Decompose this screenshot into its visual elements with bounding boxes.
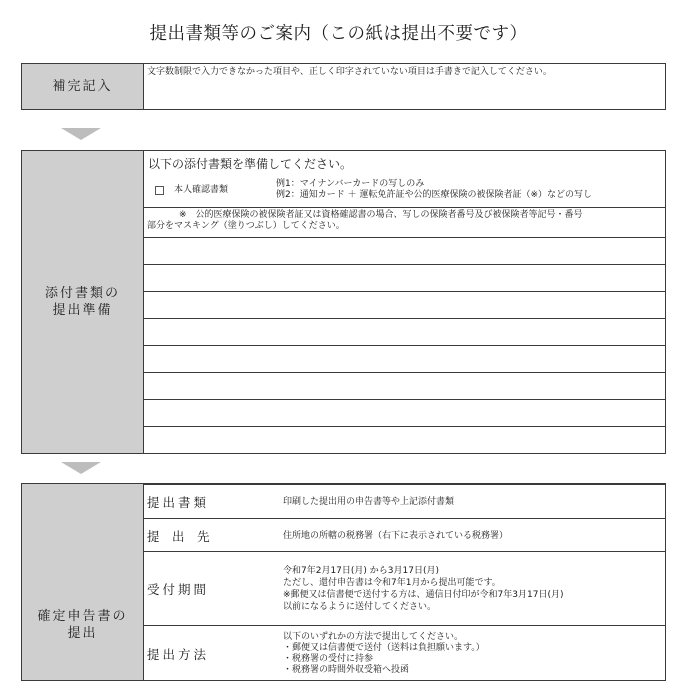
- section-supplement: [21, 63, 666, 110]
- row-key: 受付期間: [147, 582, 210, 597]
- row-key: 提 出 先: [147, 528, 210, 544]
- blank-row: [143, 318, 665, 319]
- note-line-1: ※ 公的医療保険の被保険者証又は資格確認書の場合、写しの保険者番号及び被保険者等記号・番号: [179, 210, 583, 220]
- value-line: 印刷した提出用の申告書等や上記添付書類: [283, 497, 455, 507]
- checkbox[interactable]: [155, 186, 164, 195]
- attachments-intro: 以下の添付書類を準備してください。: [148, 157, 353, 171]
- value-line: ・税務署の時間外収受箱へ投函: [283, 665, 410, 675]
- section-attachments: [21, 150, 666, 454]
- section-label-attachments: [22, 151, 144, 453]
- blank-row: [143, 264, 665, 265]
- row-value: [283, 626, 659, 682]
- down-arrow-icon: [61, 128, 101, 140]
- example-line-1: 例1：マイナンバーカードの写しのみ: [276, 179, 425, 189]
- row-key: 提出方法: [147, 647, 210, 662]
- section-submission: [21, 483, 666, 681]
- blank-row: [143, 345, 665, 346]
- row-value: [283, 519, 659, 552]
- checklist-item-id: [155, 185, 228, 196]
- value-line: ・税務署の受付に持参: [283, 654, 374, 664]
- page-title: 提出書類等のご案内（この紙は提出不要です）: [149, 24, 528, 44]
- note-line-2: 部分をマスキング（塗りつぶし）してください。: [147, 221, 345, 231]
- value-line: ・郵便又は信書便で送付（送料は負担願います。）: [283, 643, 485, 653]
- section-label-submission: [22, 484, 144, 680]
- submission-row: [143, 518, 665, 552]
- submission-row: [143, 484, 665, 519]
- value-line: 令和7年2月17日(月) から3月17日(月): [283, 566, 439, 576]
- blank-row: [143, 399, 665, 400]
- down-arrow-icon: [61, 462, 101, 474]
- label-line: 添付書類の: [44, 286, 120, 301]
- value-line: 住所地の所轄の税務署（右下に表示されている税務署）: [283, 530, 509, 541]
- example-line-2: 例2：通知カード ＋ 運転免許証や公的医療保険の被保険者証（※）などの写し: [276, 190, 592, 200]
- submission-row: [143, 551, 665, 626]
- note-row: [143, 207, 665, 238]
- value-line: 以下のいずれかの方法で提出してください。: [283, 632, 464, 642]
- item-label: 本人確認書類: [174, 185, 229, 195]
- blank-row: [143, 372, 665, 373]
- blank-row: [143, 291, 665, 292]
- section-label-supplement: 補完記入: [22, 64, 144, 109]
- label-line: 提出準備: [52, 303, 113, 318]
- supplement-text: 文字数制限で入力できなかった項目や、正しく印字されていない項目は手書きで記入してください。: [147, 67, 552, 77]
- value-line: 以前になるように送付してください。: [283, 602, 437, 612]
- value-line: ただし、還付申告書は令和7年1月から提出可能です。: [283, 578, 501, 588]
- value-line: ※郵便又は信書便で送付する方は、通信日付印が令和7年3月17日(月): [283, 590, 564, 600]
- row-value: [283, 552, 659, 626]
- blank-row: [143, 237, 665, 238]
- label-line: 提出: [67, 626, 98, 641]
- blank-row: [143, 426, 665, 427]
- label-line: 確定申告書の: [37, 609, 128, 624]
- submission-row: [143, 625, 665, 682]
- row-key: 提出書類: [147, 495, 210, 510]
- row-value: [283, 485, 659, 519]
